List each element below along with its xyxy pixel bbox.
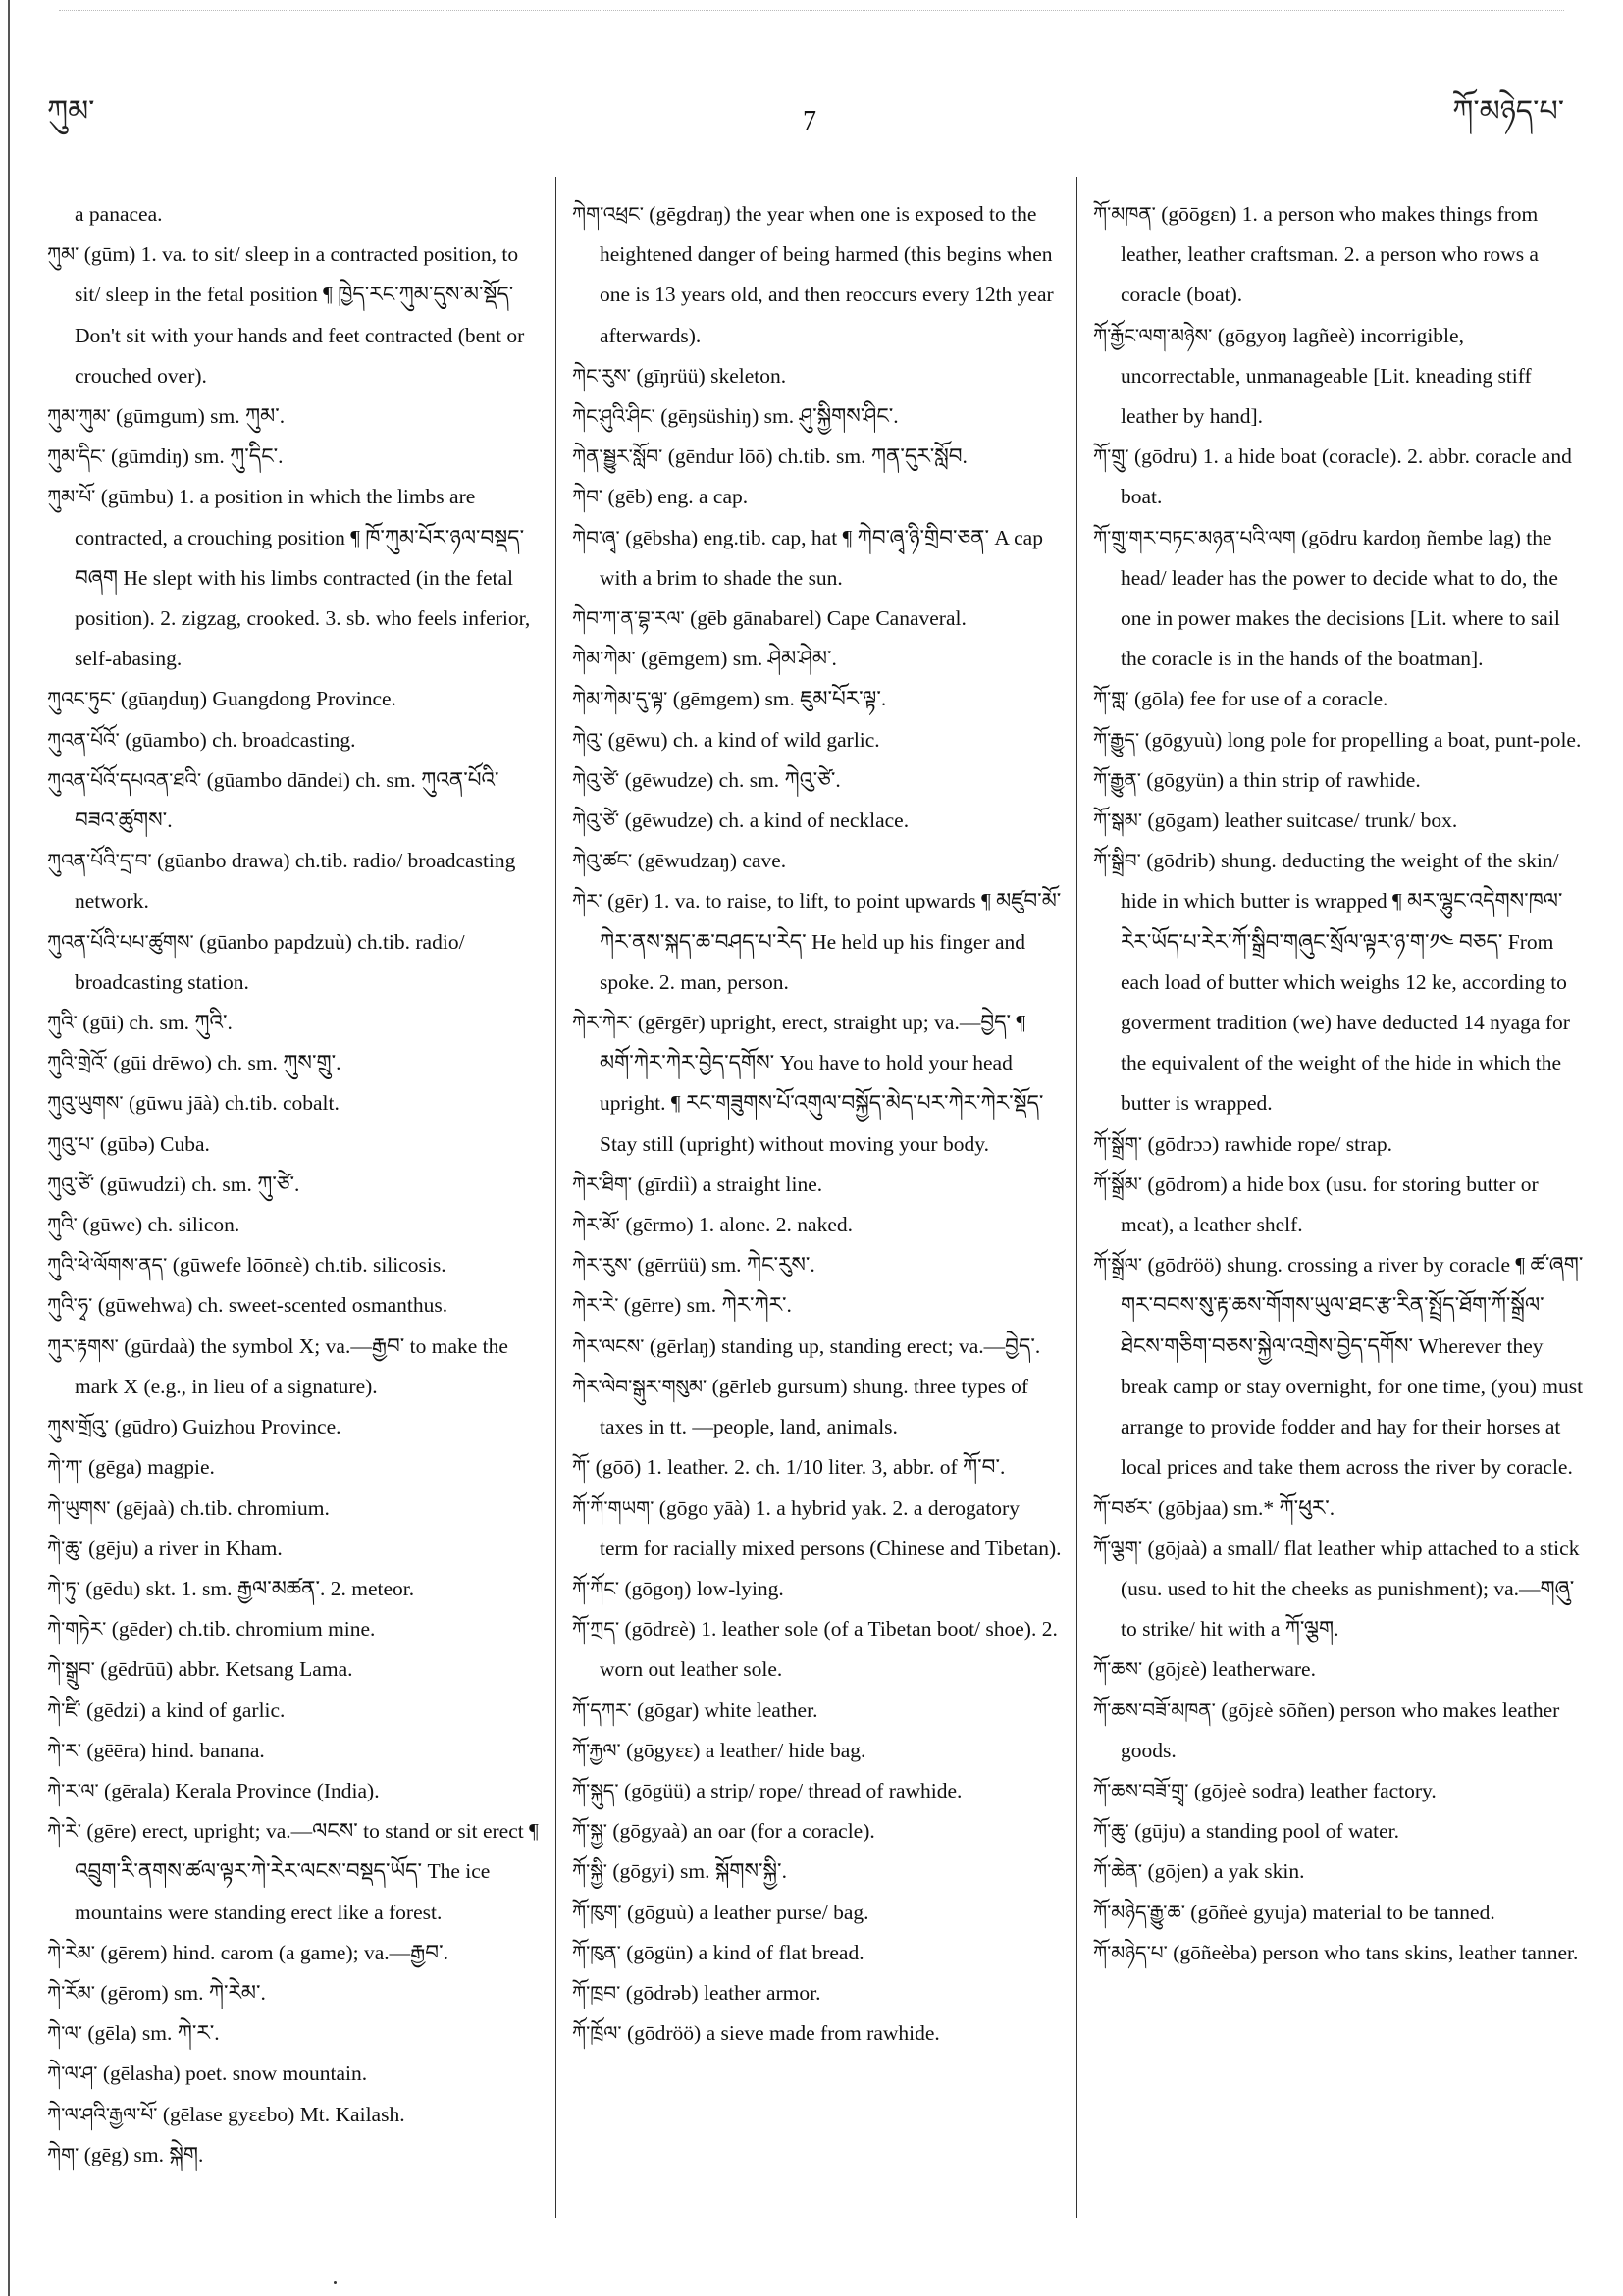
- definition: (gōgün) a kind of flat bread.: [620, 1940, 864, 1964]
- headword: ཀོ་ཀྲད་: [572, 1617, 620, 1642]
- definition: (gēwudze) ch. a kind of necklace.: [619, 809, 910, 833]
- dictionary-entry: [47, 1327, 540, 1407]
- dictionary-entry: [1093, 679, 1584, 719]
- headword: ཀེར་མོ་: [572, 1213, 620, 1237]
- dictionary-entry: [572, 679, 1063, 719]
- dictionary-entry: [1093, 1811, 1584, 1852]
- definition: (gūmbu) 1. a position in which the limbs are contracted, a crouching position ¶ ཁོ་ཀུམ་པོར་ཉལ་བསྡད་བཞག He slept with his limbs contracted (in the fetal position). 2. zigzag, crooked. 3. sb. who feels inferior, self-abasing.: [75, 485, 531, 671]
- headword: ཀོ་མཉེད་པ་: [1093, 1940, 1168, 1964]
- definition: (gōjeè sodra) leather factory.: [1188, 1778, 1437, 1802]
- dictionary-entry: [572, 1609, 1063, 1690]
- dictionary-entry: [572, 356, 1063, 396]
- dictionary-entry: [1093, 1245, 1584, 1487]
- dictionary-entry: [572, 477, 1063, 517]
- headword: ཀེག་འཕྲང་: [572, 202, 644, 226]
- headword: ཀོ་ཆེན་: [1093, 1859, 1143, 1884]
- definition: (gōdrəb) leather armor.: [620, 1980, 821, 2005]
- headword: ཀུམ་ཀུམ་: [47, 404, 111, 429]
- definition: (gēmgem) sm. ཤེམ་ཤེམ་.: [635, 647, 837, 671]
- dictionary-entry: [47, 1043, 540, 1083]
- headword: ཀུམ་དིང་: [47, 444, 106, 469]
- headword: ཀོ་སྒྲོམ་: [1093, 1172, 1143, 1196]
- definition: (gōgyuù) long pole for propelling a boat, punt-pole.: [1139, 727, 1582, 752]
- dictionary-entry: [572, 1691, 1063, 1731]
- definition: (gēr) 1. va. to raise, to lift, to point upwards ¶ མཛུབ་མོ་ཀེར་ནས་སྐད་ཆ་བཤད་པ་རེད་ He held up his finger and spoke. 2. man, person.: [600, 889, 1062, 994]
- definition: (gūdro) Guizhou Province.: [109, 1415, 341, 1439]
- definition: (gūju) a standing pool of water.: [1128, 1819, 1399, 1844]
- dictionary-entry: [572, 1973, 1063, 2013]
- dictionary-entry: [47, 1124, 540, 1165]
- definition: (gējaà) ch.tib. chromium.: [110, 1495, 330, 1520]
- definition: (gērmo) 1. alone. 2. naked.: [619, 1213, 853, 1237]
- dictionary-entry: [47, 1731, 540, 1771]
- headword: ཀོ་སྐྱི་: [572, 1859, 607, 1884]
- headword: ཀོ་སྒྲོག་: [1093, 1131, 1143, 1156]
- guide-word-left: ཀུམ་: [47, 94, 95, 129]
- definition: (gēŋsüshiŋ) sm. ཤུ་སྐྱིགས་ཤིང་.: [654, 404, 899, 429]
- headword: ཀེར་ཐིག་: [572, 1172, 633, 1196]
- dictionary-entry: [1093, 1893, 1584, 1933]
- definition: (gūrdaà) the symbol X; va.—རྒྱབ་ to make the mark X (e.g., in lieu of a signature).: [75, 1333, 508, 1398]
- dictionary-entry: [1093, 801, 1584, 841]
- dictionary-entry: [572, 1327, 1063, 1367]
- definition: (gōdru kardoŋ ñembe lag) the head/ leader has the power to decide what to do, the one in power makes the decisions [Lit. where to sail the coracle is in the hands of the boatman].: [1121, 525, 1560, 671]
- headword: ཀུའུ་ཡུགས་: [47, 1091, 124, 1116]
- headword: ཀེ་ལ་: [47, 2021, 82, 2046]
- headword: ཀོ་རྒྱོང་ལག་མཉེས་: [1093, 323, 1213, 347]
- headword: ཀུའན་པོའོ་: [47, 727, 120, 752]
- headword: ཀེབ་ཞྭ་: [572, 525, 620, 549]
- dictionary-entry: [572, 720, 1063, 760]
- headword: ཀུའི་ཕེ་ལོགས་ནད་: [47, 1253, 168, 1278]
- definition: (gūwu jāà) ch.tib. cobalt.: [123, 1091, 340, 1116]
- definition: (gōgyɛɛ) a leather/ hide bag.: [620, 1738, 866, 1762]
- definition: (gēb) eng. a cap.: [602, 485, 749, 509]
- headword: ཀེ་ཛི་: [47, 1697, 81, 1722]
- definition: (gēwudzaŋ) cave.: [632, 849, 787, 873]
- headword: ཀོ་མཁན་: [1093, 202, 1156, 226]
- headword: ཀོ་སྒྲོལ་: [1093, 1253, 1143, 1278]
- definition: (gērleb gursum) shung. three types of taxes in tt. —people, land, animals.: [600, 1374, 1029, 1439]
- definition: (gērgēr) upright, erect, straight up; va.—བྱེད་ ¶ མགོ་ཀེར་ཀེར་བྱེད་དགོས་ You have to hold your head upright. ¶ རང་གཟུགས་པོ་འགུལ་བསྐྱོད་མེད་པར་ཀེར་ཀེར་སྡོད་ Stay still (upright) without moving your body.: [600, 1011, 1044, 1156]
- definition: (gīŋrüü) skeleton.: [630, 363, 787, 388]
- dictionary-entry: [572, 841, 1063, 881]
- headword: ཀུའང་ཏུང་: [47, 687, 116, 711]
- dictionary-entry: [572, 437, 1063, 477]
- headword: ཀོ་རྒྱུན་: [1093, 767, 1141, 792]
- definition: (gūwefe lōōnɛè) ch.tib. silicosis.: [167, 1253, 446, 1278]
- dictionary-entry: [47, 1933, 540, 1973]
- definition: (gūwudzi) ch. sm. ཀུ་ཙེ་.: [94, 1172, 300, 1196]
- dictionary-entry: [572, 1811, 1063, 1852]
- headword: ཀུའི་: [47, 1213, 78, 1237]
- definition: (gōdröö) a sieve made from rawhide.: [621, 2021, 940, 2046]
- dictionary-entry: [1093, 316, 1584, 438]
- dictionary-entry: [572, 396, 1063, 437]
- headword: ཀུའུ་ཙེ་: [47, 1172, 95, 1196]
- dictionary-entry: [1093, 518, 1584, 680]
- top-scan-edge: [59, 10, 1564, 11]
- headword: ཀོ་ཁྲབ་: [572, 1980, 621, 2005]
- dictionary-entry: [47, 2054, 540, 2094]
- dictionary-entry: [47, 841, 540, 921]
- definition: (gūi) ch. sm. ཀུའི་.: [77, 1011, 233, 1035]
- headword: ཀེའུ་ཙེ་: [572, 767, 620, 792]
- definition: (gērre) sm. ཀེར་ཀེར་.: [618, 1293, 792, 1318]
- definition: (gōbjaa) sm.* ཀོ་ཕུར་.: [1152, 1495, 1335, 1520]
- dictionary-entry: [572, 518, 1063, 599]
- headword: ཀེའུ་ཚང་: [572, 849, 633, 873]
- headword: ཀུམ་: [47, 242, 79, 267]
- definition: (gērem) hind. carom (a game); va.—རྒྱབ་.: [94, 1940, 448, 1964]
- definition: (gūbə) Cuba.: [94, 1131, 210, 1156]
- definition: (gīrdiì) a straight line.: [632, 1172, 823, 1196]
- guide-word-right: ཀོ་མཉེད་པ་: [1452, 94, 1564, 129]
- definition: (gēēra) hind. banana.: [80, 1738, 265, 1762]
- headword: ཀུའི་ཧྭ་: [47, 1293, 93, 1318]
- dictionary-entry: [47, 1973, 540, 2013]
- dictionary-entry: [47, 1529, 540, 1569]
- headword: ཀེག་: [47, 2142, 79, 2166]
- definition: (gōgam) leather suitcase/ trunk/ box.: [1142, 809, 1458, 833]
- column-rule: [1076, 177, 1077, 2218]
- dictionary-entry: [47, 1811, 540, 1933]
- definition: (gōdrɔɔ) rawhide rope/ strap.: [1142, 1131, 1392, 1156]
- headword: ཀོ་གྲུ་གར་བཏང་མཉན་པའི་ལག: [1093, 525, 1296, 549]
- headword: ཀེ་ར་ལ་: [47, 1778, 99, 1802]
- dictionary-entry: [572, 801, 1063, 841]
- definition: (gūwehwa) ch. sweet-scented osmanthus.: [92, 1293, 448, 1318]
- dictionary-entry: [572, 1205, 1063, 1245]
- dictionary-entry: [572, 194, 1063, 356]
- dictionary-entry: [572, 639, 1063, 679]
- definition: (gēder) ch.tib. chromium mine.: [106, 1617, 376, 1642]
- headword: ཀུའུ་པ་: [47, 1131, 95, 1156]
- definition: (gēdzi) a kind of garlic.: [80, 1697, 286, 1722]
- dictionary-entry: [572, 1488, 1063, 1569]
- definition: (gōgyaà) an oar (for a coracle).: [606, 1819, 875, 1844]
- definition: (gōgyün) a thin strip of rawhide.: [1140, 767, 1421, 792]
- dictionary-entry: [47, 2013, 540, 2054]
- headword: ཀོ་ཆས་བཟོ་གྲྭ་: [1093, 1778, 1189, 1802]
- definition: (gēb gānabarel) Cape Canaveral.: [684, 606, 967, 631]
- headword: ཀོ་ཁུག་: [572, 1900, 622, 1924]
- definition: (gērala) Kerala Province (India).: [98, 1778, 380, 1802]
- headword: ཀོ་ལྕག་: [1093, 1536, 1143, 1560]
- dictionary-entry: [47, 1083, 540, 1123]
- definition: (gōguù) a leather purse/ bag.: [621, 1900, 869, 1924]
- dictionary-entry: [572, 1003, 1063, 1165]
- dictionary-entry: [47, 1205, 540, 1245]
- definition: (gūmdiŋ) sm. ཀུ་དིང་.: [105, 444, 284, 469]
- headword: ཀུར་རྟགས་: [47, 1333, 119, 1358]
- headword: ཀུའན་པོའི་དྲ་བ་: [47, 849, 152, 873]
- dictionary-entry: [47, 922, 540, 1003]
- dictionary-entry: [47, 396, 540, 437]
- headword: ཀོ་མཉེད་རྒྱུ་ཆ་: [1093, 1900, 1185, 1924]
- definition: (gūm) 1. va. to sit/ sleep in a contracted position, to sit/ sleep in the fetal position ¶ ཁྱེད་རང་ཀུམ་དུས་མ་སྡོད་ Don't sit with your hands and feet contracted (bent or crouched over).: [75, 242, 525, 388]
- headword: ཀེར་རུས་: [572, 1253, 632, 1278]
- definition: (gōgüü) a strip/ rope/ thread of rawhide.: [618, 1778, 963, 1802]
- definition: (gēndur lōō) ch.tib. sm. ཀན་དུར་སློབ.: [662, 444, 968, 469]
- definition: (gēju) a river in Kham.: [82, 1536, 283, 1560]
- dictionary-entry: [47, 194, 540, 235]
- headword: ཀོ་: [572, 1455, 591, 1480]
- headword: ཀེར་: [572, 889, 602, 913]
- headword: ཀེ་རེམ་: [47, 1940, 95, 1964]
- dictionary-entry: [572, 1285, 1063, 1326]
- headword: ཀོ་ཁུན་: [572, 1940, 621, 1964]
- dictionary-entry: [47, 1165, 540, 1205]
- headword: ཀུའན་པོའི་པཔ་ཚུགས་: [47, 929, 194, 954]
- headword: ཀུའན་པོའོ་དཔའན་ཐའི་: [47, 767, 202, 792]
- headword: ཀེབ་: [572, 485, 603, 509]
- headword: ཀེ་གཏེར་: [47, 1617, 107, 1642]
- dictionary-entry: [1093, 437, 1584, 517]
- definition: (gōō) 1. leather. 2. ch. 1/10 liter. 3, abbr. of ཀོ་བ་.: [590, 1455, 1006, 1480]
- headword: ཀེར་ཀེར་: [572, 1011, 633, 1035]
- definition: (gūambo dāndei) ch. sm. ཀུའན་པོའི་བཟའ་ཚུགས་.: [75, 767, 499, 833]
- headword: ཀོ་སྐུད་: [572, 1778, 619, 1802]
- headword: ཀེ་ར་: [47, 1738, 81, 1762]
- headword: ཀེ་ལ་ཤ་: [47, 2061, 98, 2086]
- definition: (gūaŋduŋ) Guangdong Province.: [115, 687, 396, 711]
- headword: ཀེར་ལངས་: [572, 1333, 645, 1358]
- dictionary-entry: [1093, 760, 1584, 801]
- definition: a panacea.: [75, 202, 163, 226]
- definition: (gēga) magpie.: [82, 1455, 215, 1480]
- headword: ཀུའི་: [47, 1011, 78, 1035]
- headword: ཀེ་ཀ་: [47, 1455, 83, 1480]
- definition: (gēmgem) sm. ཇུམ་པོར་ལྟ་.: [667, 687, 887, 711]
- definition: (gōjaà) a small/ flat leather whip attached to a stick (usu. used to hit the cheeks as punishment); va.—གཞུ་ to strike/ hit with a ཀོ་ལྕག.: [1121, 1536, 1580, 1642]
- headword: ཀོ་སྐྱ་: [572, 1819, 607, 1844]
- headword: ཀེར་རེ་: [572, 1293, 619, 1318]
- definition: (gērrüü) sm. ཀེང་རུས་.: [631, 1253, 815, 1278]
- dictionary-entry: [1093, 1771, 1584, 1811]
- definition: (gūmgum) sm. ཀུམ་.: [110, 404, 286, 429]
- definition: (gōñeè gyuja) material to be tanned.: [1184, 1900, 1495, 1924]
- headword: ཀེའུ་ཙེ་: [572, 809, 620, 833]
- definition: (gōdrɛè) 1. leather sole (of a Tibetan boot/ shoe). 2. worn out leather sole.: [600, 1617, 1058, 1682]
- headword: ཀེན་སྦྱུར་སློབ་: [572, 444, 663, 469]
- dictionary-entry: [1093, 1852, 1584, 1892]
- headword: ཀེ་རོམ་: [47, 1980, 95, 2005]
- column-rule: [555, 177, 556, 2218]
- definition: (gōōgɛn) 1. a person who makes things from leather, leather craftsman. 2. a person who rows a coracle (boat).: [1121, 202, 1539, 307]
- dictionary-entry: [572, 1165, 1063, 1205]
- headword: ཀོ་དཀར་: [572, 1697, 632, 1722]
- headword: ཀེ་སྒྲུབ་: [47, 1657, 95, 1682]
- dictionary-entry: [47, 2095, 540, 2135]
- dictionary-entry: [1093, 1691, 1584, 1771]
- dictionary-entry: [47, 760, 540, 841]
- dictionary-entry: [572, 1447, 1063, 1487]
- dictionary-entry: [1093, 1649, 1584, 1690]
- definition: (gūanbo papdzuù) ch.tib. radio/ broadcasting station.: [75, 929, 465, 994]
- headword: ཀོ་གྲུ་: [1093, 444, 1129, 469]
- definition: (gēg) sm. སྐེག.: [79, 2142, 204, 2166]
- dictionary-entry: [572, 1245, 1063, 1285]
- definition: (gēlase gyɛɛbo) Mt. Kailash.: [157, 2102, 405, 2126]
- dictionary-entry: [572, 1771, 1063, 1811]
- definition: (gērom) sm. ཀེ་རེམ་.: [94, 1980, 266, 2005]
- left-scan-edge: [8, 0, 10, 2296]
- dictionary-entry: [47, 1569, 540, 1609]
- definition: (gōgo yāà) 1. a hybrid yak. 2. a derogatory term for racially mixed persons (Chinese and Tibetan).: [600, 1495, 1062, 1560]
- headword: ཀོ་ཆས་བཟོ་མཁན་: [1093, 1697, 1216, 1722]
- definition: (gēdrūū) abbr. Ketsang Lama.: [94, 1657, 353, 1682]
- dictionary-entry: [1093, 1933, 1584, 1973]
- definition: (gōjen) a yak skin.: [1142, 1859, 1305, 1884]
- definition: (gūanbo drawa) ch.tib. radio/ broadcasting network.: [75, 849, 516, 913]
- dictionary-entry: [47, 1245, 540, 1285]
- dictionary-entry: [1093, 1488, 1584, 1529]
- definition: (gōñeèba) person who tans skins, leather tanner.: [1167, 1940, 1579, 1964]
- dictionary-entry: [47, 1609, 540, 1649]
- definition: (gōdrom) a hide box (usu. for storing butter or meat), a leather shelf.: [1121, 1172, 1539, 1237]
- definition: (gōgyi) sm. སྐོགས་སྐྱི་.: [606, 1859, 787, 1884]
- dictionary-entry: [47, 1649, 540, 1690]
- dictionary-entry: [572, 1933, 1063, 1973]
- column-1: [47, 194, 540, 2175]
- definition: (gēbsha) eng.tib. cap, hat ¶ ཀེབ་ཞྭ་ཉི་གྲིབ་ཅན་ A cap with a brim to shade the sun.: [600, 525, 1043, 590]
- dictionary-entry: [47, 1003, 540, 1043]
- definition: (gēlasha) poet. snow mountain.: [97, 2061, 368, 2086]
- headword: ཀེམ་ཀེམ་: [572, 647, 636, 671]
- dictionary-entry: [47, 1407, 540, 1447]
- headword: ཀེ་རེ་: [47, 1819, 81, 1844]
- headword: ཀོ་བཙར་: [1093, 1495, 1153, 1520]
- column-2: [572, 194, 1063, 2054]
- definition: (gōla) fee for use of a coracle.: [1128, 687, 1388, 711]
- headword: ཀུམ་པོ་: [47, 485, 96, 509]
- definition: (gōgyoŋ lagñeè) incorrigible, uncorrectable, unmanageable [Lit. kneading stiff leather by hand].: [1121, 323, 1532, 429]
- dictionary-entry: [47, 235, 540, 396]
- definition: (gōdru) 1. a hide boat (coracle). 2. abbr. coracle and boat.: [1121, 444, 1572, 509]
- dictionary-entry: [1093, 1124, 1584, 1165]
- definition: (gērlaŋ) standing up, standing erect; va.—བྱེད་.: [644, 1333, 1041, 1358]
- definition: (gōgar) white leather.: [631, 1697, 818, 1722]
- definition: (gōdrib) shung. deducting the weight of the skin/ hide in which butter is wrapped ¶ མར་ལྷུང་འདེགས་ཁལ་རེར་ཡོད་པ་རེར་ཀོ་སྒྲིབ་གཞུང་སྲོལ་ལྟར་ཉ་ག་༡༤ བཅད་ From each load of butter which weighs 12 ke, according to goverment tradition (we) have deducted 14 nyaga for the equivalent of the weight of the hide in which the butter is wrapped.: [1121, 849, 1570, 1116]
- dictionary-entry: [1093, 1529, 1584, 1650]
- headword: ཀེམ་ཀེམ་དུ་ལྟ་: [572, 687, 668, 711]
- headword: ཀོ་ཀོང་: [572, 1576, 620, 1600]
- dictionary-entry: [572, 1893, 1063, 1933]
- definition: (gēwudze) ch. sm. ཀེའུ་ཙེ་.: [619, 767, 841, 792]
- definition: (gūambo) ch. broadcasting.: [119, 727, 356, 752]
- dictionary-entry: [47, 720, 540, 760]
- headword: ཀོ་ཀོ་གཡག་: [572, 1495, 654, 1520]
- headword: ཀེང་རུས་: [572, 363, 631, 388]
- dictionary-entry: [1093, 194, 1584, 316]
- definition: (gēwu) ch. a kind of wild garlic.: [602, 727, 880, 752]
- definition: (gōgoŋ) low-lying.: [619, 1576, 784, 1600]
- dictionary-entry: [572, 599, 1063, 639]
- definition: (gūi drēwo) ch. sm. ཀུས་གྲུ་.: [107, 1051, 341, 1075]
- headword: ཀུའི་གྲེའོ་: [47, 1051, 108, 1075]
- definition: (gēre) erect, upright; va.—ལངས་ to stand or sit erect ¶ འབྲུག་རི་ནགས་ཚལ་ལྟར་ཀེ་རེར་ལངས་བསྡད་ཡོད་ The ice mountains were standing erect like a forest.: [75, 1819, 539, 1924]
- column-3: [1093, 194, 1584, 1973]
- dictionary-entry: [1093, 720, 1584, 760]
- dictionary-entry: [47, 437, 540, 477]
- scan-speck: [334, 2281, 337, 2284]
- definition: (gōdröö) shung. crossing a river by coracle ¶ ཚ་ཞག་གར་བབས་སུ་རྟ་ཆས་གོགས་ཡུལ་ཐང་རྩ་རིན་སྤྲོད་ཐོག་ཀོ་སྒྲོལ་ཐེངས་གཅིག་བཅས་སྐྱེལ་འགྲེས་བྱེད་དགོས་ Wherever they break camp or stay overnight, for one time, (you) must arrange to provide fodder and hay for their horses at local prices and take them across the river by coracle.: [1121, 1253, 1584, 1480]
- headword: ཀོ་ཁྲོལ་: [572, 2021, 622, 2046]
- headword: ཀེའུ་: [572, 727, 603, 752]
- page-number: 7: [803, 106, 816, 136]
- dictionary-entry: [47, 477, 540, 679]
- headword: ཀེ་ལ་ཤའི་རྒྱལ་པོ་: [47, 2102, 158, 2126]
- headword: ཀེ་ཏུ་: [47, 1576, 80, 1600]
- dictionary-entry: [47, 2135, 540, 2175]
- dictionary-entry: [572, 1367, 1063, 1447]
- definition: (gēla) sm. ཀེ་ར་.: [82, 2021, 220, 2046]
- headword: ཀེ་ཡུགས་: [47, 1495, 111, 1520]
- dictionary-entry: [572, 1731, 1063, 1771]
- dictionary-entry: [47, 1447, 540, 1487]
- definition: (gōjɛè) leatherware.: [1142, 1657, 1316, 1682]
- dictionary-entry: [572, 2013, 1063, 2054]
- definition: (gūwe) ch. silicon.: [77, 1213, 240, 1237]
- dictionary-entry: [47, 1285, 540, 1326]
- headword: ཀོ་གླ་: [1093, 687, 1129, 711]
- headword: ཀེ་ཆུ་: [47, 1536, 83, 1560]
- headword: ཀོ་རྐྱལ་: [572, 1738, 621, 1762]
- dictionary-entry: [47, 679, 540, 719]
- headword: ཀེང་ཤུའི་ཤིང་: [572, 404, 655, 429]
- dictionary-entry: [572, 1852, 1063, 1892]
- dictionary-entry: [572, 881, 1063, 1003]
- definition: (gēgdraŋ) the year when one is exposed to the heightened danger of being harmed (this begins when one is 13 years old, and then reoccurs every 12th year afterwards).: [600, 202, 1054, 347]
- definition: (gōjɛè sōñen) person who makes leather goods.: [1121, 1697, 1560, 1762]
- headword: ཀེར་ལེབ་སྒུར་གསུམ་: [572, 1374, 707, 1398]
- headword: ཀོ་ཆས་: [1093, 1657, 1143, 1682]
- dictionary-entry: [1093, 841, 1584, 1123]
- headword: ཀོ་ཆུ་: [1093, 1819, 1129, 1844]
- dictionary-entry: [47, 1691, 540, 1731]
- headword: ཀོ་སྒྲིབ་: [1093, 849, 1141, 873]
- headword: ཀོ་སྒམ་: [1093, 809, 1143, 833]
- dictionary-entry: [572, 760, 1063, 801]
- headword: ཀེབ་ཀ་ན་བྷ་རལ་: [572, 606, 685, 631]
- definition: (gēdu) skt. 1. sm. རྒྱལ་མཚན་. 2. meteor.: [79, 1576, 415, 1600]
- dictionary-entry: [1093, 1165, 1584, 1245]
- headword: ཀུས་གྲོའུ་: [47, 1415, 110, 1439]
- dictionary-entry: [572, 1569, 1063, 1609]
- dictionary-entry: [47, 1771, 540, 1811]
- dictionary-entry: [47, 1488, 540, 1529]
- headword: ཀོ་རྒྱུད་: [1093, 727, 1140, 752]
